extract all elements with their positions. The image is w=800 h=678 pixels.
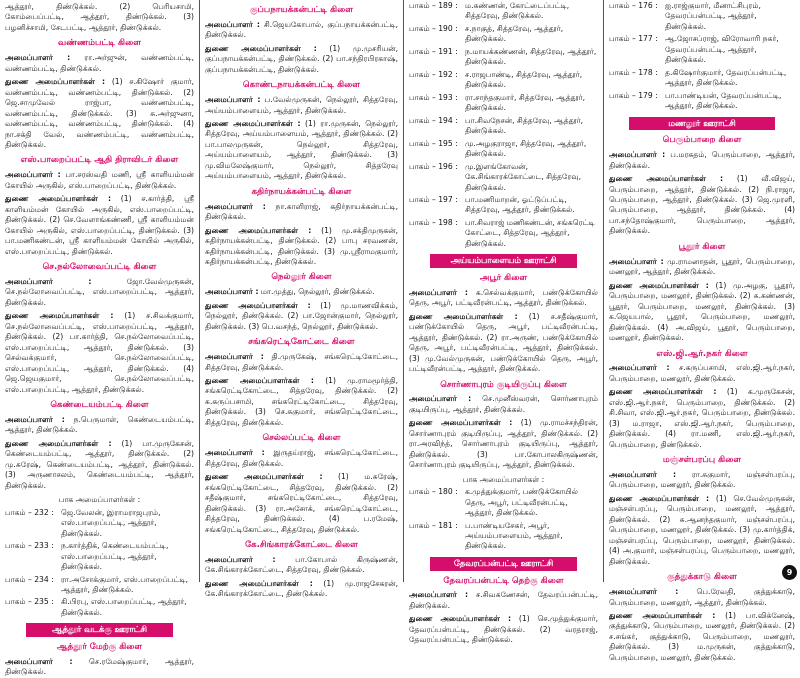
booth-number: பாகம் – 177 : [609,34,658,44]
member-paragraph [609,363,795,384]
branch-heading: தேவரப்பன்பட்டி தெற்கு கிளை [443,575,564,586]
member-text: (1) மு.மாணவிக்கம், நெல்லூர், திண்டுக்கல். (2) பா.ஜோன்குமார், நெல்லூர், திண்டுக்கல். (3) பெ.வசந்த், நெல்லூர், திண்டுக்கல். [205,300,398,331]
branch-heading: மஞ்சள்பரப்பு கிளை [662,455,742,466]
branch-heading: கொண்டநாயக்கன்பட்டி கிளை [242,80,361,91]
role-label: துணை அமைப்பாளர்கள் : [205,300,311,310]
role-label: துணை அமைப்பாளர்கள் : [609,610,716,620]
booth-agent: ம.கண்ணன், கோட்டைப்பட்டி, சித்தரேவு, திண்டுக்கல். [465,1,570,21]
branch-heading: செ.நல்லோவைப்பட்டி கிளை [42,262,157,273]
booth-entry [409,487,598,518]
member-paragraph [409,614,598,645]
booth-number: பாகம் – 192 : [409,69,458,79]
role-label: அமைப்பாளர் : [409,287,468,297]
member-text: பெ.ரேவதி, குத்துக்காடு, பெரும்பாறை, மணலூர், ஆத்தூர், திண்டுக்கல். [609,587,795,607]
member-text: பா.கோபால் கிருஷ்ணன், கே.சிங்காரக்கோட்டை, சித்தரேவு, திண்டுக்கல். [205,554,398,575]
member-paragraph [205,44,398,75]
column-3 [403,0,603,645]
member-text: க.செல்வக்குமார், பண்டுக்கோயில் தெரு, அபூர், பட்டிவீரன்பட்டி, ஆத்தூர், திண்டுக்கல். [409,287,598,308]
member-paragraph [409,418,598,470]
booth-entry [609,1,795,32]
booth-agent: ச.நாகுத், சித்தரேவு, ஆத்தூர், திண்டுக்கல். [465,23,564,44]
member-text: (1) ம.சுரேஷ், சங்கரெட்டிகோட்டை, சித்தரேவு, திண்டுக்கல். (2) சதீஷ்குமார், சங்கரெட்டிகோட்டை, சித்தரேவு, திண்டுக்கல். (3) ரா.அசோக், சங்கரெட்டிகோட்டை, சித்தரேவு, திண்டுக்கல். (4) ப.ரமேஷ், சங்கரெட்டிகோட்டை, சித்தரேவு, திண்டுக்கல். [205,472,398,534]
booth-number: பாகம் – 178 : [609,67,658,77]
role-label: அமைப்பாளர் : [409,590,469,600]
member-text: ஆத்தூர், திண்டுக்கல். (2) பெரியசாமி, கோம்பைப்பட்டி, ஆத்தூர், திண்டுக்கல். (3) பழனிச்சாமி, சேடபட்டி, ஆத்தூர், திண்டுக்கல். [5,2,194,32]
member-paragraph [205,226,398,268]
booth-agent: ரா.சாந்தகுமார், சித்தரேவு, ஆத்தூர், திண்டுக்கல். [465,92,586,113]
branch-heading: கே.சிங்காரக்கோட்டை கிளை [245,539,358,550]
booth-agent: க.முத்துக்குமார், பண்டுக்கோயில் தெரு, அபூர், பட்டிவீரன்பட்டி, ஆத்தூர், திண்டுக்கல். [465,487,578,518]
booth-entry [409,521,598,552]
booth-entry [409,195,598,216]
booth-agent: மு.இளங்கோவன், கே.சிங்காரக்கோட்டை, சித்தரேவு, திண்டுக்கல். [465,161,582,192]
member-paragraph [609,587,795,608]
booth-entry [5,508,194,539]
member-paragraph [205,95,398,116]
member-text: ச.சிவகணேசன், தேவரப்பன்பட்டி, திண்டுக்கல். [409,590,598,610]
booth-number: பாகம் – 191 : [409,46,458,56]
column-1 [0,0,199,677]
role-label: அமைப்பாளர் : [205,448,265,458]
member-paragraph [609,257,795,278]
booth-agent: கி.பிரபு, எஸ்.பாறைப்பட்டி, ஆத்தூர், திண்டுக்கல். [61,597,187,617]
role-label: அமைப்பாளர் : [5,656,73,666]
booth-entry [5,541,194,572]
branch-heading: குத்துக்காடு கிளை [667,572,737,583]
branch-heading: பெரும்பாறை கிளை [662,135,742,146]
role-label: துணை அமைப்பாளர்கள் : [609,493,710,503]
member-text: (1) பா.முருகேசன், கெண்டையம்பட்டி, ஆத்தூர், திண்டுக்கல். (2) மு.சுரேஷ், கெண்டையம்பட்டி, ஆத்தூர், திண்டுக்கல். (3) அருணாசலம், கெண்டையம்பட்டி, ஆத்தூர், திண்டுக்கல். [5,438,194,490]
member-text: ச.கருப்பசாமி, எஸ்.ஜி.ஆர்.நகர், பெரும்பாறை, மணலூர், திண்டுக்கல். [609,363,795,383]
member-text: (1) மு.ராமச்சந்திரன், சொர்ணாபுரம் குடியிருப்பு, ஆத்தூர், திண்டுக்கல். (2) ரா.அரவிந்த், சொர்ணாபுரம் குடியிருப்பு, ஆத்தூர், திண்டுக்கல். (3) பா.கோபாலகிருஷ்ணன், சொர்ணாபுரம் குடியிருப்பு, ஆத்தூர், திண்டுக்கல். [409,418,598,470]
member-text: ந.பெருமாள், கெண்டையம்பட்டி, ஆத்தூர், திண்டுக்கல். [5,414,194,435]
booth-entry [409,70,598,91]
member-paragraph [409,394,598,415]
member-paragraph [205,20,398,41]
booth-agent: பா.சிவநேசன், சித்தரேவு, ஆத்தூர், திண்டுக்கல். [465,115,584,136]
role-label: துணை அமைப்பாளர்கள் : [5,311,114,321]
member-paragraph [609,494,795,567]
role-label: அமைப்பாளர் : [5,53,71,63]
member-text: (1) வீ.விஜய், பெரும்பாறை, ஆத்தூர், திண்டுக்கல். (2) நி.ராஜா, பெரும்பாறை, ஆத்தூர், திண்டுக்கல். (3) ஜெ.முரளி, பெரும்பாறை, ஆத்தூர், திண்டுக்கல். (4) பா.சந்தோஷ்குமார், பெரும்பாறை, ஆத்தூர், திண்டுக்கல். [609,174,795,236]
branch-heading: எஸ்.பாறைப்பட்டி ஆதி திராவிடர் கிளை [20,155,179,166]
role-label: துணை அமைப்பாளர்கள் : [205,472,323,482]
member-paragraph [205,301,398,332]
member-text: (1) ச.சிவக்குமார், செ.நல்லோவைப்பட்டி, எஸ்.பாறைப்பட்டி, ஆத்தூர், திண்டுக்கல். (2) பா.கார்த்தி, செ.நல்லோவைப்பட்டி, எஸ்.பாறைப்பட்டி, ஆத்தூர், திண்டுக்கல். (3) செல்வக்குமார், செ.நல்லோவைப்பட்டி, எஸ்.பாறைப்பட்டி, ஆத்தூர், திண்டுக்கல். (4) ஜெ.ஜெயகுமார், செ.நல்லோவைப்பட்டி, எஸ்.பாறைப்பட்டி, ஆத்தூர், திண்டுக்கல். [5,311,194,394]
member-text: (1) க.முருகேசன், எஸ்.ஜி.ஆர்.நகர், பெரும்பாறை, திண்டுக்கல். (2) சி.சிவா, எஸ்.ஜி.ஆர்.நகர், பெரும்பாறை, திண்டுக்கல். (3) ம.ராஜா, எஸ்.ஜி.ஆர்.நகர், பெரும்பாறை, திண்டுக்கல். (4) ரா.மணி, எஸ்.ஜி.ஆர்.நகர், பெரும்பாறை, திண்டுக்கல். [609,387,796,449]
member-text: செ.முனீஸ்வரன், சொர்ணாபுரம் குடியிருப்பு, ஆத்தூர், திண்டுக்கல். [409,394,598,414]
role-label: துணை அமைப்பாளர்கள் : [609,280,709,290]
member-paragraph [5,277,194,308]
branch-heading: கதிர்நாயக்கன்பட்டி கிளை [251,186,352,197]
role-label: துணை அமைப்பாளர்கள் : [205,225,312,235]
role-label: அமைப்பாளர் : [5,170,61,180]
booth-number: பாகம் – 196 : [409,161,458,171]
member-paragraph [205,352,398,373]
role-label: அமைப்பாளர் : [609,469,677,479]
booth-entry [409,24,598,45]
booth-number: பாகம் – 181 : [409,520,458,530]
member-paragraph [205,119,398,182]
member-text: ஜோ.வேல்முருகன், செ.நல்லோவைப்பட்டி, எஸ்.பாறைப்பட்டி, ஆத்தூர், திண்டுக்கல். [5,276,194,307]
branch-heading: சொர்ணாபுரம் குடியிருப்பு கிளை [440,379,567,390]
booth-number: பாகம் – 176 : [609,1,658,10]
member-paragraph [5,415,194,436]
role-label: அமைப்பாளர் : [205,95,261,105]
role-label: அமைப்பாளர் : [609,363,670,373]
booth-agent: ச.ராஜபாண்டி, சித்தரேவு, ஆத்தூர், திண்டுக்கல். [465,69,583,90]
role-label: அமைப்பாளர் : [205,201,266,211]
member-text: (1) ரா.முருகன், நெல்லூர், சித்தரேவு, அய்யம்பாளையம், ஆத்தூர், திண்டுக்கல். (2) பா.பாலமுருகன், நெல்லூர், சித்தரேவு, அய்யம்பாளையம், ஆத்தூர், திண்டுக்கல். (3) மு.விமலேஷ்குமார், நெல்லூர், சித்தரேவு அய்யம்பாளையம், ஆத்தூர், திண்டுக்கல். [205,119,399,181]
booth-agent: த.கிஷோர்குமார், தேவரப்பன்பட்டி, ஆத்தூர், திண்டுக்கல். [665,67,787,88]
member-paragraph [5,77,194,150]
member-text: (1) செ.வேல்முருகன், மஞ்சள்பரப்பு, பெரும்பாறை, மணலூர், ஆத்தூர், திண்டுக்கல். (2) சு.ஆனந்தகுமார், மஞ்சள்பரப்பு, பெரும்பாறை, மணலூர், திண்டுக்கல். (3) மு.கார்த்திக், மஞ்சள்பரப்பு, பெரும்பாறை, மணலூர், திண்டுக்கல். (4) அ.குமார், மஞ்சள்பரப்பு, பெரும்பாறை, மணலூர், திண்டுக்கல். [609,493,795,566]
section-subheading: பாக அமைப்பாளர்கள் : [58,495,141,505]
member-text: மு.ராமனாதன், பூதூர், பெரும்பாறை, மணலூர், ஆத்தூர், திண்டுக்கல். [609,256,795,277]
role-label: அமைப்பாளர் : [5,414,65,424]
member-text: (1) ச.கார்த்தி, ஸ்ரீ காளியம்மன் கோயில் அருகில், எஸ்.பாறைப்பட்டி, திண்டுக்கல். (2) செ.வேளாங்கண்ணி, ஸ்ரீ காளியம்மன் கோயில் அருகில், எஸ்.பாறைப்பட்டி, திண்டுக்கல். (3) பா.மணிகண்டன், ஸ்ரீ காளியம்மன் கோயில் அருகில், எஸ்.பாறைப்பட்டி, திண்டுக்கல். [5,194,194,256]
role-label: துணை அமைப்பாளர்கள் : [205,376,314,386]
role-label: துணை அமைப்பாளர்கள் : [205,578,313,588]
member-paragraph [5,311,194,395]
booth-agent: பா.பாண்டியன், தேவரப்பன்பட்டி, ஆத்தூர், திண்டுக்கல். [665,90,782,111]
member-text: (1) மு.சக்திமுருகன், கதிர்நாயக்கன்பட்டி, திண்டுக்கல். (2) பாபு சரவணன், கதிர்நாயக்கன்பட்டி, திண்டுக்கல். (3) மு.ஸ்ரீராமகுமார், கதிர்நாயக்கன்பட்டி, திண்டுக்கல். [205,225,398,267]
role-label: அமைப்பாளர் : [609,256,664,266]
member-text: (1) செ.முத்துக்குமார், தேவரப்பன்பட்டி, திண்டுக்கல். (2) வரதராஜ், தேவரப்பன்பட்டி, திண்டுக்கல். [409,614,598,645]
booth-entry [409,162,598,193]
booth-number: பாகம் – 235 : [5,597,54,607]
booth-number: பாகம் – 234 : [5,574,54,584]
booth-number: பாகம் – 233 : [5,541,54,551]
booth-agent: பா.மணிமாறன், ஓட்டுப்பட்டி, சித்தரேவு, ஆத்தூர், திண்டுக்கல். [465,194,575,215]
role-label: துணை அமைப்பாளர்கள் : [609,387,717,397]
booth-number: பாகம் – 189 : [409,1,458,10]
booth-entry [609,68,795,89]
booth-number: பாகம் – 198 : [409,217,458,227]
role-label: துணை அமைப்பாளர்கள் : [205,119,301,128]
booth-number: பாகம் – 190 : [409,23,458,33]
member-paragraph [5,2,194,33]
booth-number: பாகம் – 195 : [409,138,458,148]
member-paragraph [205,202,398,223]
role-label: அமைப்பாளர் : [609,587,679,597]
booth-entry [609,34,795,65]
member-paragraph [609,387,795,450]
member-paragraph [5,53,194,74]
member-text: (1) ச.கிஷோர் குமார், வண்ணம்பட்டி, வண்ணம்பட்டி, திண்டுக்கல். (2) ஜெ.சாமுவேல் ராஜ்பா, வண்ணம்பட்டி, வண்ணம்பட்டி, திண்டுக்கல். (3) சு.அர்ஜுனா, வண்ணம்பட்டி, வண்ணம்பட்டி, திண்டுக்கல். (4) நா.சக்தி வேல், வண்ணம்பட்டி, வண்ணம்பட்டி, திண்டுக்கல். [5,77,194,150]
member-text: நா.காளிராஜ், கதிர்நாயக்கன்பட்டி, திண்டுக்கல். [205,201,398,222]
member-paragraph [5,170,194,191]
branch-heading: சங்கரெட்டிகோட்டை கிளை [248,337,355,348]
booth-entry [5,575,194,596]
member-paragraph [5,194,194,257]
member-paragraph [205,448,398,469]
booth-agent: ந.மாயக்கண்ணன், சித்தரேவு, ஆத்தூர், திண்டுக்கல். [465,46,597,67]
role-label: அமைப்பாளர் : [205,287,259,297]
member-text: மா.முத்து, நெல்லூர், திண்டுக்கல். [258,287,375,297]
member-paragraph [205,579,398,600]
branch-heading: நெல்லூர் கிளை [271,272,332,283]
role-label: துணை அமைப்பாளர்கள் : [409,311,518,321]
booth-agent: ந.கார்த்திக், கெண்டையம்பட்டி, எஸ்.பாறைப்பட்டி, ஆத்தூர், திண்டுக்கல். [61,541,169,572]
member-text: (1) மு.முசரியன், குப்பநாயக்கன்பட்டி, திண்டுக்கல். (2) பா.சந்திரபிரகாஷ், குப்பநாயக்கன்பட்டி, திண்டுக்கல். [205,43,398,74]
page-number: 9 [782,565,797,580]
booth-agent: மு.அழகுராஜா, சித்தரேவு, ஆத்தூர், திண்டுக்கல். [465,138,587,159]
booth-agent: ஜெ.வேலன், இராமராஜபுரம், எஸ்.பாறைப்பட்டி, ஆத்தூர், திண்டுக்கல். [61,507,161,538]
role-label: அமைப்பாளர் : [205,19,260,29]
booth-entry [5,597,194,618]
member-paragraph [205,472,398,535]
booth-agent: ஐ.ராஜ்குமார், மீனாட்சிபுரம், தேவரப்பன்பட்டி, ஆத்தூர், திண்டுக்கல். [665,1,761,31]
booth-entry [409,218,598,249]
booth-number: பாகம் – 180 : [409,487,458,497]
member-text: (1) மு.ராமமூர்த்தி, சங்கரெட்டிகோட்டை, சித்தரேவு, திண்டுக்கல். (2) சு.கருப்பசாமி, சங்கரெட்டிகோட்டை, சித்தரேவு, திண்டுக்கல். (3) செ.சுகுமார், சங்கரெட்டிகோட்டை, சித்தரேவு, திண்டுக்கல். [205,376,398,427]
member-paragraph [609,611,795,663]
booth-agent: ப.பாண்டியசேகர், அபூர், அய்யம்பாளையம், ஆத்தூர், திண்டுக்கல். [465,520,563,551]
member-paragraph [205,555,398,576]
role-label: அமைப்பாளர் : [205,352,264,362]
panchayat-banner: மணலூர் ஊராட்சி [629,117,774,131]
member-text: ரா.சுகுமார், மஞ்சள்பரப்பு, பெரும்பாறை, மணலூர், திண்டுக்கல். [609,469,795,490]
booth-entry [409,116,598,137]
role-label: துணை அமைப்பாளர்கள் : [5,77,106,87]
booth-number: பாகம் – 232 : [5,507,54,517]
booth-entry [409,139,598,160]
branch-heading: எஸ்.ஜி.ஆர்.நகர் கிளை [656,348,748,359]
member-text: (1) ச.சதீஷ்குமார், பண்டுக்கோயில் தெரு, அபூர், பட்டிவீரன்பட்டி, ஆத்தூர், திண்டுக்கல். (2) ரா.அருண், பண்டுக்கோயில் தெரு, அபூர், பட்டிவீரன்பட்டி, ஆத்தூர், திண்டுக்கல். (3) மு.வேல்முருகன், பண்டுக்கோயில் தெரு, அபூர், பட்டிவீரன்பட்டி, ஆத்தூர், திண்டுக்கல். [409,311,598,374]
booth-agent: ஆ.ஜோசப்ராஜ், விரோவாரி நகர், தேவரப்பன்பட்டி, ஆத்தூர், திண்டுக்கல். [665,34,779,65]
role-label: அமைப்பாளர் : [409,394,472,404]
member-text: ரா.அர்ஜுன், வண்ணம்பட்டி, வண்ணம்பட்டி, திண்டுக்கல். [5,53,194,73]
member-text: தி.முருகேஷ், சங்கரெட்டிகோட்டை, சித்தரேவு, திண்டுக்கல். [205,352,398,372]
member-paragraph [409,590,598,611]
role-label: துணை அமைப்பாளர்கள் : [5,194,112,204]
member-text: (1) மு.ராஜசேகரன், கே.சிங்காரக்கோட்டை, திண்டுக்கல். [205,578,399,599]
member-paragraph [205,376,398,428]
member-paragraph [409,312,598,375]
member-text: இருதய்ராஜ், சங்கரெட்டிகோட்டை, சித்தரேவு, திண்டுக்கல். [205,448,398,468]
role-label: துணை அமைப்பாளர்கள் : [409,614,512,624]
booth-entry [609,91,795,112]
member-text: ப.மரகதம், பெரும்பாறை, ஆத்தூர், திண்டுக்கல். [609,150,795,170]
role-label: துணை அமைப்பாளர்கள் : [5,438,112,448]
role-label: துணை அமைப்பாளர்கள் : [609,174,724,184]
member-paragraph [5,657,194,678]
panchayat-banner: தேவரப்பன்பட்டி ஊராட்சி [430,557,577,571]
role-label: அமைப்பாளர் : [205,554,276,564]
role-label: அமைப்பாளர் : [609,150,666,160]
branch-heading: செல்லப்பட்டி கிளை [262,433,341,444]
member-paragraph [609,174,795,237]
branch-heading: வண்ணம்பட்டி கிளை [57,38,141,49]
booth-agent: ரா.அசோக்குமார், எஸ்.பாறைப்பட்டி, ஆத்தூர், திண்டுக்கல். [61,574,189,594]
member-text: சி.ஜெயகோபால், குப்பநாயக்கன்பட்டி, திண்டுக்கல். [205,19,398,40]
member-text: (1) மு.அழகு, பூதூர், பெரும்பாறை, மணலூர், திண்டுக்கல். (2) சு.கண்ணன், பூதூர், பெரும்பாறை, மணலூர், திண்டுக்கல். (3) க.ஜெயபால், பூதூர், பெரும்பாறை, மணலூர், திண்டுக்கல். (4) அ.விஜய், பூதூர், பெரும்பாறை, மணலூர், திண்டுக்கல். [609,280,795,343]
booth-entry [409,93,598,114]
member-paragraph [5,439,194,491]
panchayat-banner: ஆத்தூர் வடக்கு ஊராட்சி [26,623,173,637]
booth-entry [409,47,598,68]
booth-number: பாகம் – 197 : [409,194,458,204]
booth-number: பாகம் – 194 : [409,115,458,125]
column-2 [199,0,403,599]
member-text: பா.சரஸ்வதி மணி, ஸ்ரீ காளியம்மன் கோயில் அருகில், எஸ்.பாறைப்பட்டி, திண்டுக்கல். [5,170,194,190]
booth-agent: பா.சிவராஜ் மணிகண்டன், சங்கரெட்டி கோட்டை, சித்தரேவு, ஆத்தூர், திண்டுக்கல். [465,217,595,248]
member-paragraph [609,470,795,491]
branch-heading: குப்பநாயக்கன்பட்டி கிளை [249,5,354,15]
member-paragraph [409,288,598,309]
section-subheading: பாக அமைப்பாளர்கள் : [462,474,545,484]
member-paragraph [609,281,795,344]
member-text: செ.ரமேஷ்குமார், ஆத்தூர், திண்டுக்கல். [5,656,194,677]
member-paragraph [609,150,795,171]
panchayat-banner: அய்யம்பாளையம் ஊராட்சி [430,254,577,268]
member-text: ப.வேல்முருகன், நெல்லூர், சித்தரேவு, அய்யம்பாளையம், ஆத்தூர், திண்டுக்கல். [205,95,398,115]
branch-heading: அபூர் கிளை [479,272,528,283]
role-label: அமைப்பாளர் : [5,276,92,286]
role-label: துணை அமைப்பாளர்கள் : [409,418,513,428]
member-paragraph [205,287,398,297]
role-label: துணை அமைப்பாளர்கள் : [205,43,317,53]
column-4 [603,0,800,662]
branch-heading: ஆத்தூர் மேற்கு கிளை [56,642,143,652]
booth-number: பாகம் – 179 : [609,90,658,100]
booth-number: பாகம் – 193 : [409,92,458,102]
branch-heading: பூதூர் கிளை [678,241,726,252]
booth-entry [409,1,598,22]
member-text: (1) பா.விக்னேஷ், குத்துக்காடு, பெரும்பாறை, மணலூர், திண்டுக்கல். (2) ச.சங்கர், குத்துக்காடு, பெரும்பாறை, மணலூர், திண்டுக்கல். (3) ம.முருகன், குத்துக்காடு, பெரும்பாறை, மணலூர், திண்டுக்கல். [609,610,796,662]
branch-heading: கெண்டையம்பட்டி கிளை [50,400,149,411]
